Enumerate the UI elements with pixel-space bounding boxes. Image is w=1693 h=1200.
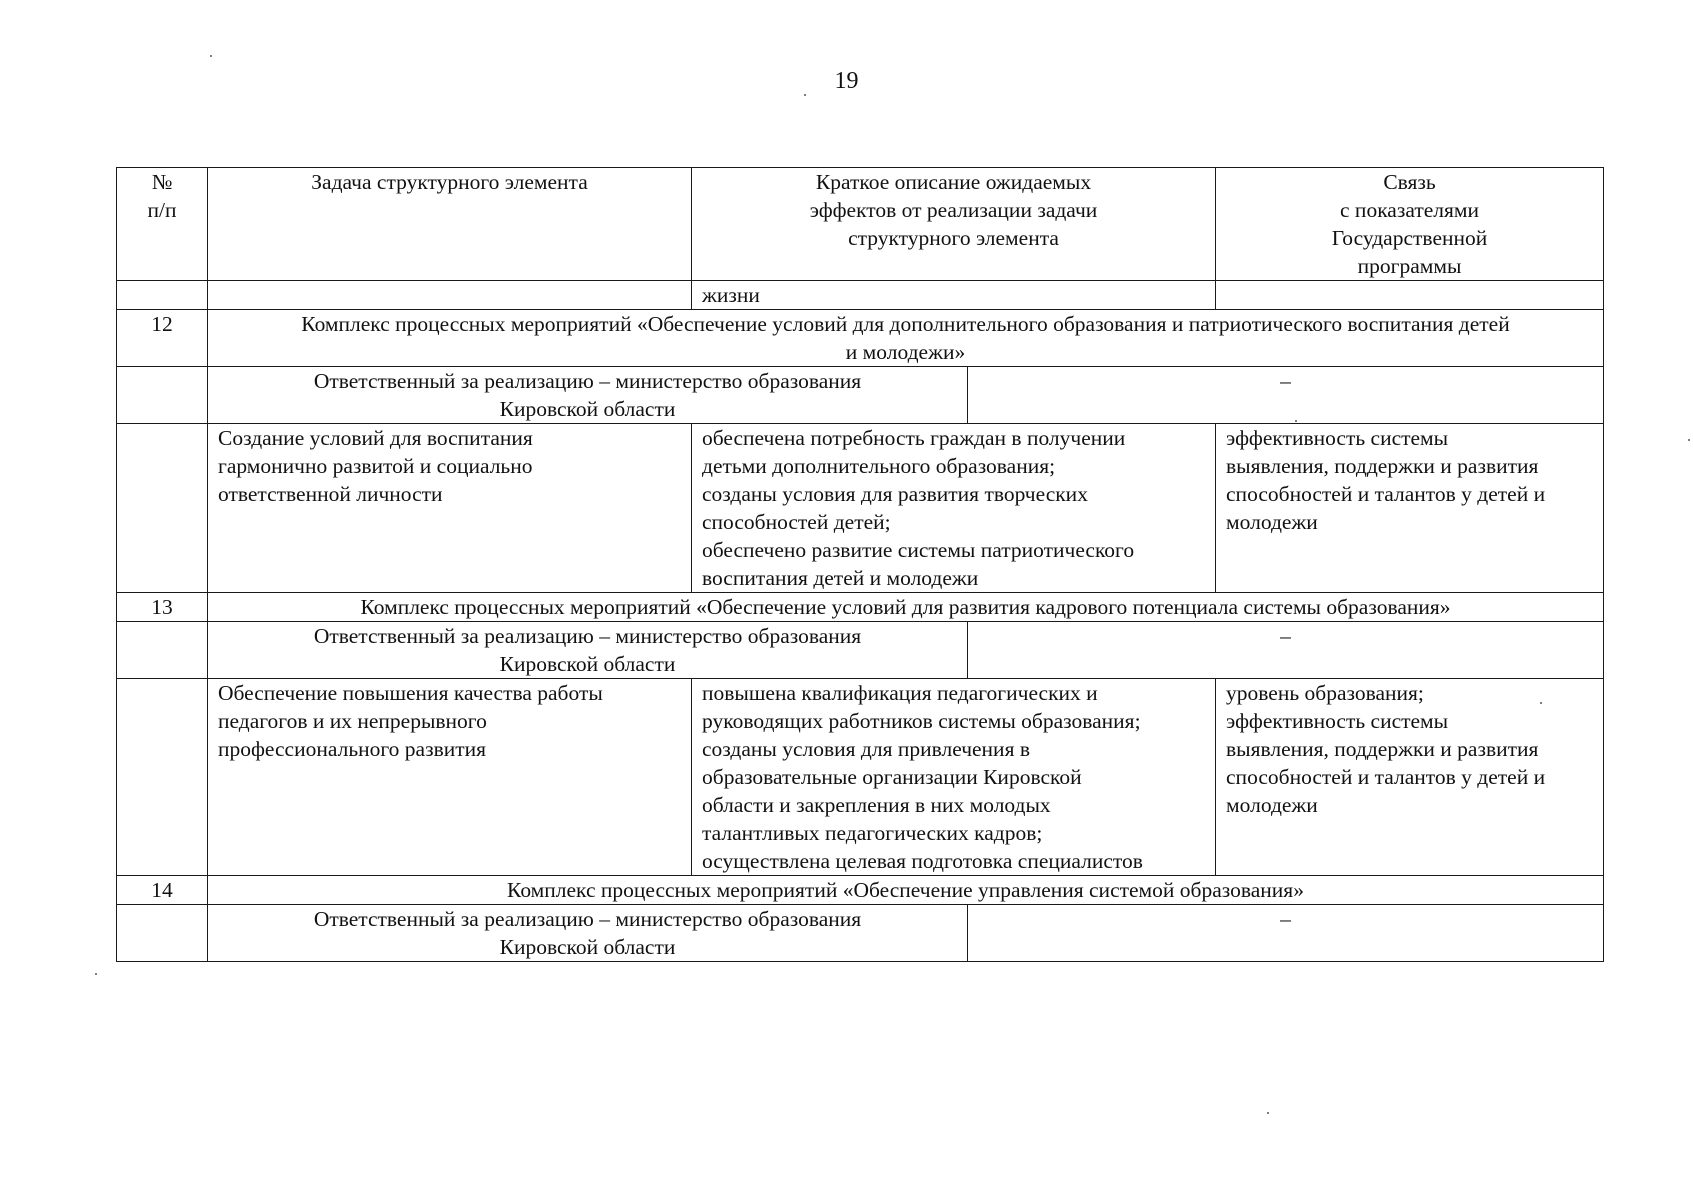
cell-num [117, 424, 208, 593]
header-effects: Краткое описание ожидаемых эффектов от реализации задачи структурного элемента [692, 168, 1216, 281]
responsible-link-cell: – [968, 367, 1604, 424]
cell-effects: жизни [692, 281, 1216, 310]
task-cell: Обеспечение повышения качества работы педагогов и их непрерывного профессионального развития [208, 679, 692, 876]
section-title: Комплекс процессных мероприятий «Обеспечение условий для развития кадрового потенциала системы образования» [208, 593, 1604, 622]
task-row [117, 424, 1604, 593]
cell-num [117, 679, 208, 876]
table-row [117, 281, 1604, 310]
section-number: 14 [117, 876, 208, 905]
effects-cell: обеспечена потребность граждан в получении детьми дополнительного образования; созданы условия для развития творческих способностей детей; обеспечено развитие системы патриотического воспитания детей и молодежи [692, 424, 1216, 593]
header-task: Задача структурного элемента [208, 168, 692, 281]
responsible-link-cell: – [968, 905, 1604, 962]
effects-cell: повышена квалификация педагогических и руководящих работников системы образования; созданы условия для привлечения в образовательные организации Кировской области и закрепления в них молодых талантливых педагогических кадров; осуществлена целевая подготовка специалистов [692, 679, 1216, 876]
responsible-row [117, 622, 1604, 679]
header-link: Связь с показателями Государственной программы [1216, 168, 1604, 281]
scan-speck [1688, 439, 1690, 441]
scan-speck [95, 973, 97, 975]
cell-link [1216, 281, 1604, 310]
task-cell: Создание условий для воспитания гармонично развитой и социально ответственной личности [208, 424, 692, 593]
cell-task [208, 281, 692, 310]
section-number: 12 [117, 310, 208, 367]
section-title: Комплекс процессных мероприятий «Обеспечение условий для дополнительного образования и патриотического воспитания детей и молодежи» [208, 310, 1604, 367]
cell-num [117, 622, 208, 679]
scan-speck [804, 94, 806, 96]
scan-speck [1267, 1112, 1269, 1114]
cell-num [117, 281, 208, 310]
section-title-row [117, 593, 1604, 622]
responsible-row [117, 905, 1604, 962]
scan-speck [1295, 420, 1297, 422]
header-num: № п/п [117, 168, 208, 281]
section-title-row [117, 876, 1604, 905]
scan-speck [1540, 702, 1542, 704]
section-title: Комплекс процессных мероприятий «Обеспечение управления системой образования» [208, 876, 1604, 905]
program-table [116, 167, 1604, 962]
page-number: 19 [834, 68, 859, 94]
scan-speck [210, 55, 212, 57]
responsible-cell: Ответственный за реализацию – министерство образования Кировской области [208, 622, 968, 679]
responsible-cell: Ответственный за реализацию – министерство образования Кировской области [208, 367, 968, 424]
cell-num [117, 367, 208, 424]
section-number: 13 [117, 593, 208, 622]
link-cell: уровень образования; эффективность системы выявления, поддержки и развития способностей и талантов у детей и молодежи [1216, 679, 1604, 876]
link-cell: эффективность системы выявления, поддержки и развития способностей и талантов у детей и молодежи [1216, 424, 1604, 593]
responsible-row [117, 367, 1604, 424]
cell-num [117, 905, 208, 962]
task-row [117, 679, 1604, 876]
section-title-row [117, 310, 1604, 367]
responsible-cell: Ответственный за реализацию – министерство образования Кировской области [208, 905, 968, 962]
table-header-row [117, 168, 1604, 281]
responsible-link-cell: – [968, 622, 1604, 679]
